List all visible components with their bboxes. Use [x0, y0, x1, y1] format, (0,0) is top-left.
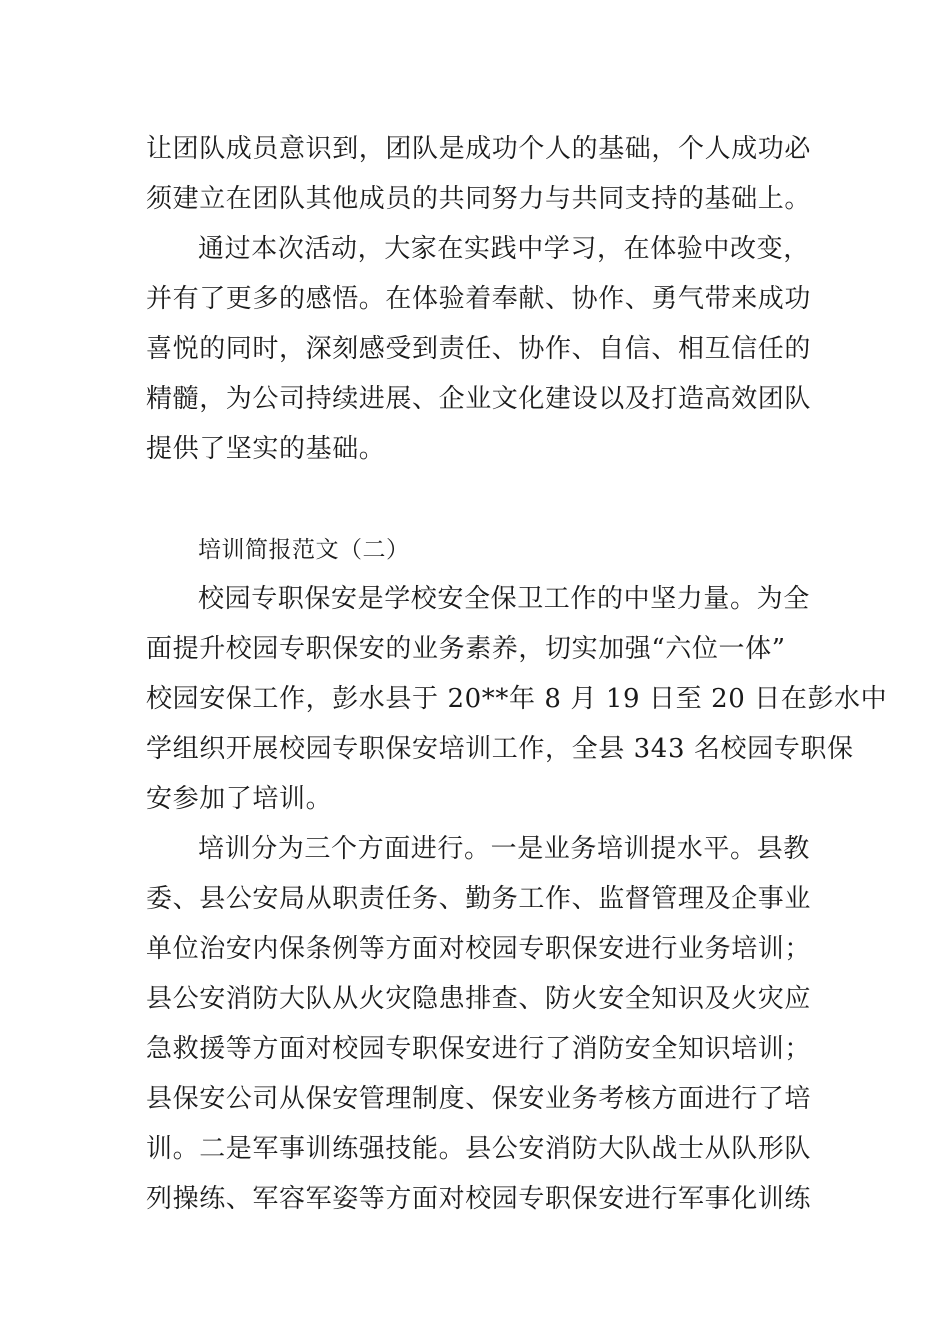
paragraph-line: 县公安消防大队从火灾隐患排查、防火安全知识及火灾应 [146, 984, 812, 1014]
paragraph-line: 培训分为三个方面进行。一是业务培训提水平。县教 [198, 834, 810, 864]
paragraph-line: 精髓，为公司持续进展、企业文化建设以及打造高效团队 [146, 384, 812, 414]
section-heading: 培训简报范文（二） [198, 537, 410, 563]
paragraph-line: 面提升校园专职保安的业务素养，切实加强“六位一体” [146, 634, 786, 664]
paragraph-line: 通过本次活动，大家在实践中学习，在体验中改变， [198, 234, 810, 264]
paragraph-line: 须建立在团队其他成员的共同努力与共同支持的基础上。 [146, 184, 812, 214]
paragraph-line: 县保安公司从保安管理制度、保安业务考核方面进行了培 [146, 1084, 812, 1114]
paragraph-line: 让团队成员意识到，团队是成功个人的基础，个人成功必 [146, 134, 812, 164]
paragraph-line: 校园专职保安是学校安全保卫工作的中坚力量。为全 [198, 584, 810, 614]
paragraph-line: 列操练、军容军姿等方面对校园专职保安进行军事化训练 [146, 1184, 812, 1214]
paragraph-line: 学组织开展校园专职保安培训工作，全县 343 名校园专职保 [146, 734, 854, 764]
paragraph-line: 校园安保工作，彭水县于 20**年 8 月 19 日至 20 日在彭水中 [146, 684, 888, 714]
paragraph-line: 并有了更多的感悟。在体验着奉献、协作、勇气带来成功 [146, 284, 812, 314]
paragraph-line: 委、县公安局从职责任务、勤务工作、监督管理及企事业 [146, 884, 812, 914]
paragraph-line: 喜悦的同时，深刻感受到责任、协作、自信、相互信任的 [146, 334, 812, 364]
paragraph-line: 训。二是军事训练强技能。县公安消防大队战士从队形队 [146, 1134, 812, 1164]
paragraph-line: 单位治安内保条例等方面对校园专职保安进行业务培训； [146, 934, 812, 964]
paragraph-line: 提供了坚实的基础。 [146, 434, 386, 464]
paragraph-line: 安参加了培训。 [146, 784, 333, 814]
paragraph-line: 急救援等方面对校园专职保安进行了消防安全知识培训； [146, 1034, 812, 1064]
